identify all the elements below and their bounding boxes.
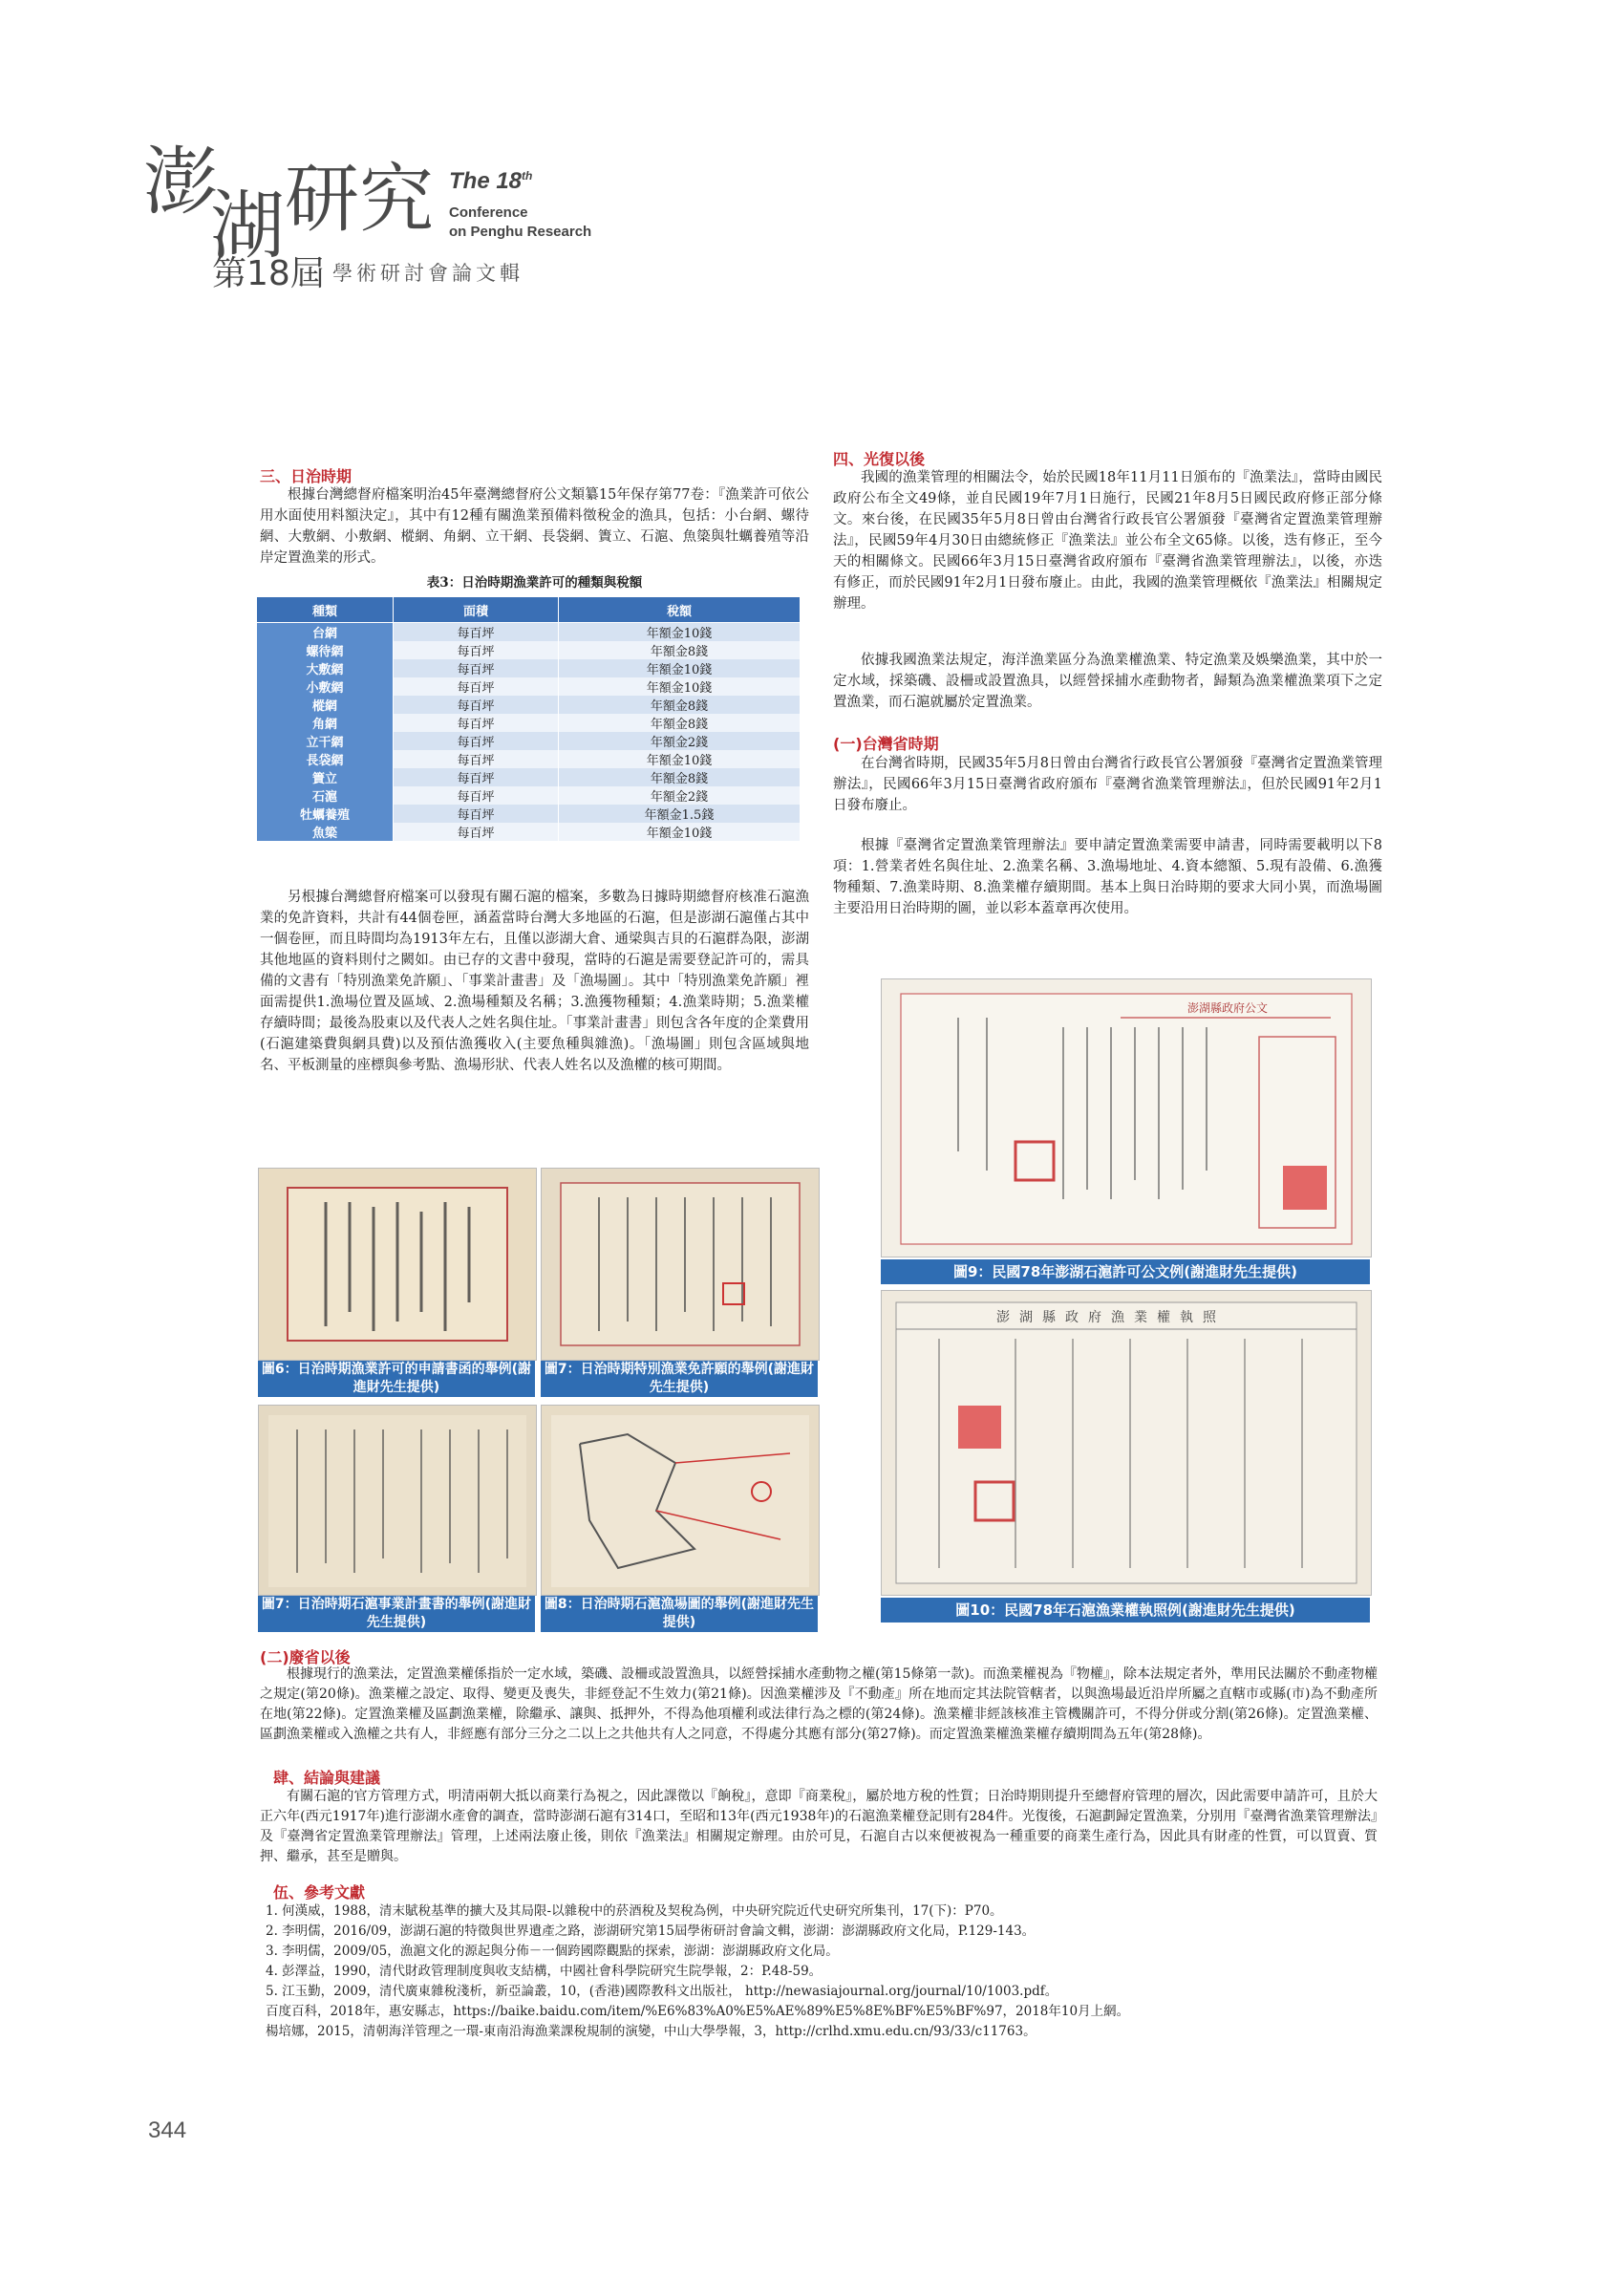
references-title: 伍、參考文獻 [273,1883,366,1902]
figure-10-image [881,1290,1372,1596]
conclusion-paragraph: 有關石滬的官方管理方式，明清兩朝大抵以商業行為視之，因此課徵以『餉稅』，意即『商業稅』，屬於地方稅的性質；日治時期則提升至總督府管理的層次，因此需要申請許可，且於大正六年(西元1917年)進行澎湖水產會的調查，當時澎湖石滬有314口，至昭和13年(西元1938年)的石滬漁業權登記則有284件。光復後，石滬劃歸定置漁業，分別用『臺灣省漁業管理辦法』及『臺灣省定置漁業管理辦法』管理，上述兩法廢止後，則依『漁業法』相關規定辦理。由於可見，石滬自古以來便被視為一種重要的商業生產行為，因此具有財產的性質，可以買賣、質押、繼承，甚至是贈與。 [260,1789,1378,1864]
table-cell: 每百坪 [394,659,559,677]
table-row [257,786,801,805]
subsection-1-paragraph-1: 在台灣省時期，民國35年5月8日曾由台灣省行政長官公署頒發『臺灣省定置漁業管理辦法』，民國66年3月15日臺灣省政府頒布『臺灣省漁業管理辦法』，但於民國91年2月1日發布廢止。 [833,756,1382,813]
figure-9-caption: 圖9：民國78年澎湖石滬許可公文例(謝進財先生提供) [881,1259,1370,1284]
table-cell: 每百坪 [394,805,559,823]
table-cell: 年額金8錢 [559,641,801,659]
reference-item: 3. 李明儒，2009/05，漁滬文化的源起與分佈－一個跨國際觀點的探索，澎湖：澎湖縣政府文化局。 [266,1944,839,1959]
reference-item: 楊培娜，2015，清朝海洋管理之一環-東南沿海漁業課稅規制的演變，中山大學學報，3，http://crlhd.xmu.edu.cn/93/33/c11763。 [266,2024,1036,2039]
figure-6-image [258,1168,537,1361]
document-header-text: 澎湖縣政府公文 [1187,1001,1269,1015]
document-image [542,1169,819,1360]
table-cell: 每百坪 [394,677,559,696]
reference-item: 百度百科，2018年，惠安縣志，https://baike.baidu.com/item/%E6%83%A0%E5%AE%89%E5%8E%BF%E5%BF%97，2018年10月上網。 [266,2004,1130,2019]
table-header: 稅額 [559,597,801,623]
conclusion-title: 肆、結論與建議 [273,1769,381,1787]
subsection-2-title: (二)廢省以後 [260,1648,351,1666]
table-cell: 每百坪 [394,823,559,841]
table-cell: 每百坪 [394,732,559,750]
table-row [257,805,801,823]
section-4-paragraph-2: 依據我國漁業法規定，海洋漁業區分為漁業權漁業、特定漁業及娛樂漁業，其中於一定水域，採築磯、設柵或設置漁具，以經營採捕水產動物者，歸類為漁業權漁業項下之定置漁業，而石滬就屬於定置漁業。 [833,653,1382,710]
table-cell: 魚簗 [257,823,394,841]
table-cell: 每百坪 [394,750,559,768]
table-3 [256,596,801,841]
table-row [257,677,801,696]
section-3-paragraph: 根據台灣總督府檔案明治45年臺灣總督府公文類纂15年保存第77卷：『漁業許可依公用水面使用料額決定』，其中有12種有關漁業預備料徵稅金的漁具，包括：小台網、螺待網、大敷網、小敷網、樅網、角網、立干網、長袋網、簀立、石滬、魚簗與牡蠣養殖等沿岸定置漁業的形式。 [260,487,809,566]
figure-6-caption: 圖6：日治時期漁業許可的申請書函的舉例(謝進財先生提供) [258,1361,535,1397]
reference-item: 1. 何漢威，1988，清末賦稅基準的擴大及其局限-以雜稅中的菸酒稅及契稅為例，中央研究院近代史研究所集刊，17(下)：P70。 [266,1903,1003,1919]
table-cell: 石滬 [257,786,394,805]
table-row [257,732,801,750]
document-image [882,979,1371,1257]
conference-line-1: Conference [449,204,528,221]
table-cell: 角網 [257,714,394,732]
section-3-paragraph-2: 另根據台灣總督府檔案可以發現有關石滬的檔案，多數為日據時期總督府核准石滬漁業的免許資料，共計有44個卷匣，涵蓋當時台灣大多地區的石滬，但是澎湖石滬僅占其中一個卷匣，而且時間均為1913年左右，且僅以澎湖大倉、通梁與吉貝的石滬群為限，澎湖其他地區的資料則付之闕如。由已存的文書中發現，當時的石滬是需要登記許可的，需具備的文書有「特別漁業免許願」、「事業計畫書」及「漁場圖」。其中「特別漁業免許願」裡面需提供1.漁場位置及區域、2.漁場種類及名稱；3.漁獲物種類；4.漁業時期；5.漁業權存續時間；最後為股東以及代表人之姓名與住址。「事業計畫書」則包含各年度的企業費用(石滬建築費與網具費)以及預估漁獲收入(主要魚種與雜漁)。「漁場圖」則包含區域與地名、平板測量的座標與參考點、漁場形狀、代表人姓名以及漁權的核可期間。 [260,890,809,1073]
table-cell: 每百坪 [394,623,559,642]
conference-line-2: on Penghu Research [449,224,592,240]
table-row [257,641,801,659]
table-row [257,768,801,786]
table-header: 種類 [257,597,394,623]
logo-char-4: 究 [359,157,437,243]
subsection-2-paragraph: 根據現行的漁業法，定置漁業權係指於一定水域，築磯、設柵或設置漁具，以經營採捕水產動物之權(第15條第一款)。而漁業權視為『物權』，除本法規定者外，準用民法關於不動產物權之規定(第20條)。漁業權之設定、取得、變更及喪失，非經登記不生效力(第21條)。因漁業權涉及『不動產』所在地而定其法院管轄者，以與漁場最近沿岸所屬之直轄市或縣(市)為不動產所在地(第22條)。定置漁業權及區劃漁業權，除繼承、讓與、抵押外，不得為他項權利或法律行為之標的(第24條)。漁業權非經該核准主管機關許可，不得分併或分割(第26條)。定置漁業權、區劃漁業權或入漁權之共有人，非經應有部分三分之二以上之共他共有人之同意，不得處分其應有部分(第27條)。而定置漁業權漁業權存續期間為五年(第28條)。 [260,1666,1378,1742]
table-cell: 螺待網 [257,641,394,659]
figure-8-image [541,1405,820,1596]
references-list [266,1902,1383,2042]
table-3-caption: 表3：日治時期漁業許可的種類與稅額 [426,575,643,591]
document-image [882,1291,1371,1595]
table-cell: 年額金10錢 [559,659,801,677]
license-title-text: 澎湖縣政府漁業權執照 [996,1310,1226,1325]
figure-7a-image [541,1168,820,1361]
table-cell: 台網 [257,623,394,642]
table-row [257,823,801,841]
document-image [259,1169,536,1360]
table-cell: 每百坪 [394,641,559,659]
table-cell: 年額金10錢 [559,750,801,768]
table-cell: 樅網 [257,696,394,714]
figure-7b-caption: 圖7：日治時期石滬事業計畫書的舉例(謝進財先生提供) [258,1596,535,1632]
figure-7b-image [258,1405,537,1596]
table-cell: 立干網 [257,732,394,750]
logo-char-2: 湖 [210,183,288,269]
table-cell: 每百坪 [394,768,559,786]
map-image [542,1406,819,1595]
table-cell: 每百坪 [394,786,559,805]
table-cell: 年額金10錢 [559,823,801,841]
table-row [257,659,801,677]
table-cell: 年額金1.5錢 [559,805,801,823]
subsection-1-title: (一)台灣省時期 [833,735,939,753]
table-row [257,750,801,768]
table-cell: 每百坪 [394,696,559,714]
figure-7a-caption: 圖7：日治時期特別漁業免許願的舉例(謝進財先生提供) [541,1361,818,1397]
table-cell: 每百坪 [394,714,559,732]
table-cell: 牡蠣養殖 [257,805,394,823]
reference-item: 4. 彭澤益，1990，清代財政管理制度與收支結構，中國社會科學院研究生院學報，2：P.48-59。 [266,1964,823,1979]
conference-number: The 18th [449,168,533,194]
table-cell: 年額金2錢 [559,732,801,750]
table-row [257,714,801,732]
section-3-title: 三、日治時期 [260,467,353,485]
section-4-paragraph-1: 我國的漁業管理的相關法令，始於民國18年11月11日頒布的『漁業法』，當時由國民政府公布全文49條，並自民國19年7月1日施行，民國21年8月5日國民政府修正部分條文。來台後，在民國35年5月8日曾由台灣省行政長官公署頒發『臺灣省定置漁業管理辦法』，民國59年4月30日由總統修正『漁業法』並公布全文65條。以後，迭有修正，至今天的相關條文。民國66年3月15日臺灣省政府頒布『臺灣省漁業管理辦法』，以後，亦迭有修正，而於民國91年2月1日發布廢止。由此，我國的漁業管理概依『漁業法』相關規定辦理。 [833,470,1382,612]
table-row [257,623,801,642]
reference-item: 5. 江玉勤，2009，清代廣東雜稅淺析，新亞論叢，10，(香港)國際教科文出版社， http://newasiajournal.org/journal/10/1003.pdf。 [266,1984,1058,1999]
table-cell: 年額金10錢 [559,677,801,696]
table-cell: 小敷網 [257,677,394,696]
page-number: 344 [148,2117,187,2143]
reference-item: 2. 李明儒，2016/09，澎湖石滬的特徵與世界遺產之路，澎湖研究第15屆學術研討會論文輯，澎湖：澎湖縣政府文化局，P.129-143。 [266,1923,1036,1939]
table-cell: 年額金8錢 [559,768,801,786]
table-cell: 年額金8錢 [559,714,801,732]
figure-9-image [881,978,1372,1257]
table-cell: 大敷網 [257,659,394,677]
proceedings-label: 學術研討會論文輯 [332,262,524,285]
document-image [259,1406,536,1595]
subsection-1-paragraph-2: 根據『臺灣省定置漁業管理辦法』要申請定置漁業需要申請書，同時需要載明以下8項：1.營業者姓名與住址、2.漁業名稱、3.漁場地址、4.資本總額、5.現有設備、6.漁獲物種類、7.漁業時期、8.漁業權存續期間。基本上與日治時期的要求大同小異，而漁場圖主要沿用日治時期的圖，並以彩本蓋章再次使用。 [833,838,1382,916]
table-cell: 簀立 [257,768,394,786]
figure-10-caption: 圖10：民國78年石滬漁業權執照例(謝進財先生提供) [881,1598,1370,1623]
table-cell: 年額金10錢 [559,623,801,642]
table-cell: 年額金8錢 [559,696,801,714]
section-4-title: 四、光復以後 [833,450,926,468]
table-cell: 長袋網 [257,750,394,768]
journal-header [143,122,621,304]
table-row [257,696,801,714]
table-header: 面積 [394,597,559,623]
edition-label: 第18屆 [212,254,325,293]
table-cell: 年額金2錢 [559,786,801,805]
logo-char-3: 研 [285,157,362,243]
logo-char-1: 澎 [143,140,221,226]
figure-8-caption: 圖8：日治時期石滬漁場圖的舉例(謝進財先生提供) [541,1596,818,1632]
